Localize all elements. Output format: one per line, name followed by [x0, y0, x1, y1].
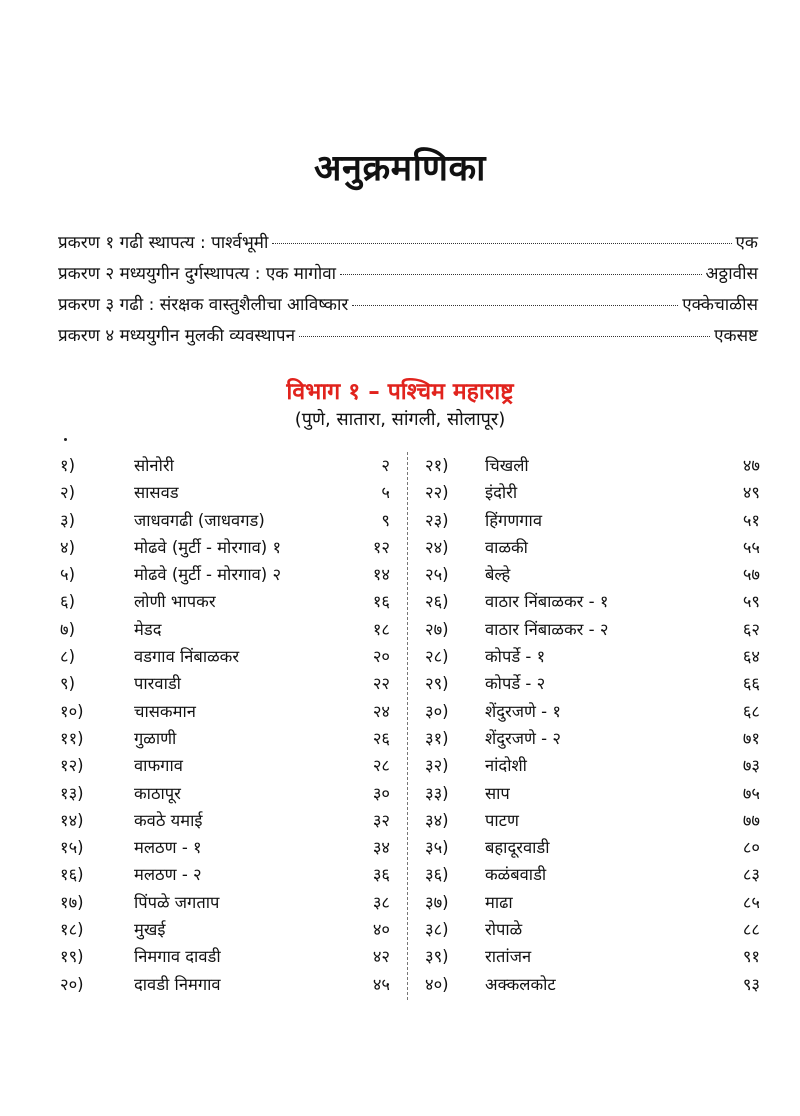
entry-number: २८) [425, 647, 449, 667]
entry-number: १३) [60, 783, 84, 803]
entry-number: ३१) [425, 728, 449, 748]
entry-page: २ [381, 456, 390, 475]
entry-name: शेंदुरजणे - २ [485, 728, 561, 748]
index-entry [60, 752, 390, 779]
entry-number: २४) [425, 537, 449, 557]
entry-name: गुळाणी [134, 728, 177, 748]
entry-number: २७) [425, 619, 449, 639]
entry-page: ३० [372, 783, 390, 803]
column-divider [407, 452, 408, 1000]
entry-number: ३९) [425, 947, 449, 967]
index-entry [60, 889, 390, 916]
entry-page: ५ [381, 483, 390, 503]
entry-number: ३५) [425, 838, 449, 858]
index-entry [425, 834, 760, 861]
index-entry [60, 452, 390, 479]
entry-name: वाठार निंबाळकर - २ [485, 619, 609, 639]
index-entry [60, 670, 390, 697]
index-entry [425, 643, 760, 670]
entry-name: जाधवगढी (जाधवगड) [134, 510, 265, 530]
chapter-entry [58, 230, 758, 261]
entry-page: ६४ [742, 647, 760, 667]
chapter-entry [58, 323, 758, 354]
entry-number: ३८) [425, 920, 449, 940]
entry-page: ३४ [372, 838, 390, 858]
index-entry [60, 807, 390, 834]
index-entry [425, 807, 760, 834]
entry-page: २६ [372, 728, 390, 748]
right-column [425, 452, 760, 998]
index-entry [60, 943, 390, 970]
entry-name: वाफगाव [134, 756, 183, 776]
entry-number: ३४) [425, 810, 449, 830]
index-entry [425, 861, 760, 888]
entry-page: ४९ [742, 483, 760, 503]
chapter-page: अठ्ठावीस [705, 264, 758, 284]
chapter-list [58, 230, 758, 354]
entry-page: ८३ [742, 865, 760, 885]
entry-name: पारवाडी [134, 674, 181, 694]
index-entry [425, 889, 760, 916]
entry-page: ७१ [742, 728, 760, 748]
entry-number: १२) [60, 756, 84, 776]
dot-leader [340, 273, 701, 275]
entry-name: मलठण - १ [134, 838, 202, 858]
index-entry [425, 916, 760, 943]
entry-name: सोनोरी [134, 456, 174, 475]
entry-number: १७) [60, 892, 84, 912]
entry-number: ४) [60, 537, 76, 557]
page-title: अनुक्रमणिका [314, 148, 486, 189]
entry-page: ४५ [372, 974, 390, 994]
entry-name: लोणी भापकर [134, 592, 216, 612]
entry-page: ९ [381, 510, 390, 530]
entry-number: १) [60, 456, 76, 475]
entry-name: माढा [485, 892, 513, 912]
entry-page: २० [372, 647, 390, 667]
entry-page: ८८ [742, 920, 760, 940]
index-entry [60, 916, 390, 943]
entry-name: मलठण - २ [134, 865, 202, 885]
entry-name: वडगाव निंबाळकर [134, 647, 240, 667]
entry-number: १६) [60, 865, 84, 885]
index-entry [60, 616, 390, 643]
index-entry [60, 479, 390, 506]
chapter-entry [58, 292, 758, 323]
index-entry [425, 479, 760, 506]
entry-name: पिंपळे जगताप [134, 892, 220, 912]
index-entry [425, 452, 760, 479]
index-entry [60, 725, 390, 752]
index-entry [60, 971, 390, 998]
entry-number: ८) [60, 647, 76, 667]
entry-name: साप [485, 783, 510, 803]
entry-page: ८५ [742, 892, 760, 912]
entry-number: २५) [425, 565, 449, 585]
entry-page: ५९ [742, 592, 760, 612]
entry-page: ६२ [742, 619, 760, 639]
entry-number: ७) [60, 619, 76, 639]
entry-page: ९१ [742, 947, 760, 967]
chapter-label: प्रकरण ३ गढी : संरक्षक वास्तुशैलीचा आविष्कार [58, 295, 349, 315]
entry-page: ७५ [742, 783, 760, 803]
entry-page: ३८ [372, 892, 390, 912]
entry-page: २२ [372, 674, 390, 694]
left-column [60, 452, 390, 998]
entry-name: काठापूर [134, 783, 181, 803]
entry-name: रोपाळे [485, 920, 523, 940]
entry-name: बेल्हे [485, 565, 511, 585]
entry-number: ३०) [425, 701, 449, 721]
entry-page: १८ [372, 619, 390, 639]
chapter-label: प्रकरण २ मध्ययुगीन दुर्गस्थापत्य : एक मागोवा [58, 264, 337, 284]
entry-name: चासकमान [134, 701, 196, 721]
entry-page: ४२ [372, 947, 390, 967]
entry-page: ३६ [372, 865, 390, 885]
index-entry [60, 834, 390, 861]
index-entry [425, 588, 760, 615]
entry-page: २४ [372, 701, 390, 721]
entry-page: १२ [372, 537, 390, 557]
entry-name: मोढवे (मुर्टी - मोरगाव) १ [134, 537, 282, 557]
entry-name: नांदोशी [485, 756, 527, 776]
entry-number: १४) [60, 810, 84, 830]
stray-dot [64, 438, 67, 441]
chapter-page: एक्केचाळीस [682, 295, 758, 315]
index-entry [425, 752, 760, 779]
index-entry [425, 971, 760, 998]
entry-number: ३७) [425, 892, 449, 912]
entry-number: १०) [60, 701, 84, 721]
entry-number: २२) [425, 483, 449, 503]
index-entry [60, 780, 390, 807]
entry-name: अक्कलकोट [485, 974, 556, 994]
index-entry [60, 698, 390, 725]
index-entry [60, 588, 390, 615]
index-entry [60, 861, 390, 888]
entry-number: ४०) [425, 974, 449, 994]
entry-name: शेंदुरजणे - १ [485, 701, 561, 721]
index-entry [425, 616, 760, 643]
section-title: विभाग १ – पश्चिम महाराष्ट्र [286, 379, 514, 405]
index-entry [60, 561, 390, 588]
entry-number: २०) [60, 974, 84, 994]
entry-page: १६ [372, 592, 390, 612]
index-entry [60, 534, 390, 561]
index-entry [425, 670, 760, 697]
entry-name: कळंबवाडी [485, 865, 547, 885]
dot-leader [272, 242, 731, 244]
dot-leader [352, 304, 678, 306]
entry-name: कोपर्डे - २ [485, 674, 546, 694]
entry-number: २) [60, 483, 76, 503]
entry-name: बहादूरवाडी [485, 838, 550, 858]
entry-name: सासवड [134, 483, 179, 503]
section-subtitle: (पुणे, सातारा, सांगली, सोलापूर) [294, 409, 506, 430]
entry-number: ३२) [425, 756, 449, 776]
entry-name: मोढवे (मुर्टी - मोरगाव) २ [134, 565, 282, 585]
index-entry [425, 698, 760, 725]
entry-page: ९३ [742, 974, 760, 994]
chapter-entry [58, 261, 758, 292]
entry-name: चिखली [485, 456, 529, 475]
entry-name: दावडी निमगाव [134, 974, 221, 994]
entry-number: १५) [60, 838, 84, 858]
entry-page: ४० [372, 920, 390, 940]
entry-number: ३६) [425, 865, 449, 885]
chapter-label: प्रकरण ४ मध्ययुगीन मुलकी व्यवस्थापन [58, 326, 296, 346]
entry-number: ९) [60, 674, 76, 694]
entry-page: ५७ [742, 565, 760, 585]
entry-page: २८ [372, 756, 390, 776]
index-entry [60, 507, 390, 534]
index-entry [425, 780, 760, 807]
index-entry [425, 561, 760, 588]
entry-name: रातांजन [485, 947, 532, 967]
chapter-label: प्रकरण १ गढी स्थापत्य : पार्श्वभूमी [58, 233, 269, 253]
entry-page: ६८ [742, 701, 760, 721]
entry-number: २३) [425, 510, 449, 530]
chapter-page: एकसष्ट [714, 326, 758, 346]
entry-name: वाळकी [485, 537, 528, 557]
entry-page: ७३ [742, 756, 760, 776]
entry-name: निमगाव दावडी [134, 947, 221, 967]
entry-number: ३) [60, 510, 76, 530]
entry-page: ५१ [742, 510, 760, 530]
entry-page: ६६ [742, 674, 760, 694]
entry-page: ७७ [742, 810, 760, 830]
entry-number: ३३) [425, 783, 449, 803]
entry-name: मेडद [134, 619, 162, 639]
index-entry [425, 943, 760, 970]
entry-number: ११) [60, 728, 84, 748]
entry-page: ५५ [742, 537, 760, 557]
entry-name: इंदोरी [485, 483, 518, 503]
entry-number: २६) [425, 592, 449, 612]
entry-page: ३२ [372, 810, 390, 830]
entry-name: हिंगणगाव [485, 510, 542, 530]
entry-number: १८) [60, 920, 84, 940]
entry-number: ५) [60, 565, 76, 585]
entry-number: १९) [60, 947, 84, 967]
index-entry [425, 534, 760, 561]
entry-number: ६) [60, 592, 76, 612]
chapter-page: एक [735, 233, 758, 253]
entry-page: १४ [372, 565, 390, 585]
entry-name: मुखई [134, 920, 166, 940]
entry-number: २९) [425, 674, 449, 694]
dot-leader [299, 335, 710, 337]
index-entry [60, 643, 390, 670]
entry-name: पाटण [485, 810, 519, 830]
entry-name: वाठार निंबाळकर - १ [485, 592, 609, 612]
entry-page: ८० [742, 838, 760, 858]
index-entry [425, 725, 760, 752]
entry-name: कोपर्डे - १ [485, 647, 546, 667]
entry-name: कवठे यमाई [134, 810, 203, 830]
entry-page: ४७ [742, 456, 760, 475]
index-entry [425, 507, 760, 534]
entry-number: २१) [425, 456, 449, 475]
